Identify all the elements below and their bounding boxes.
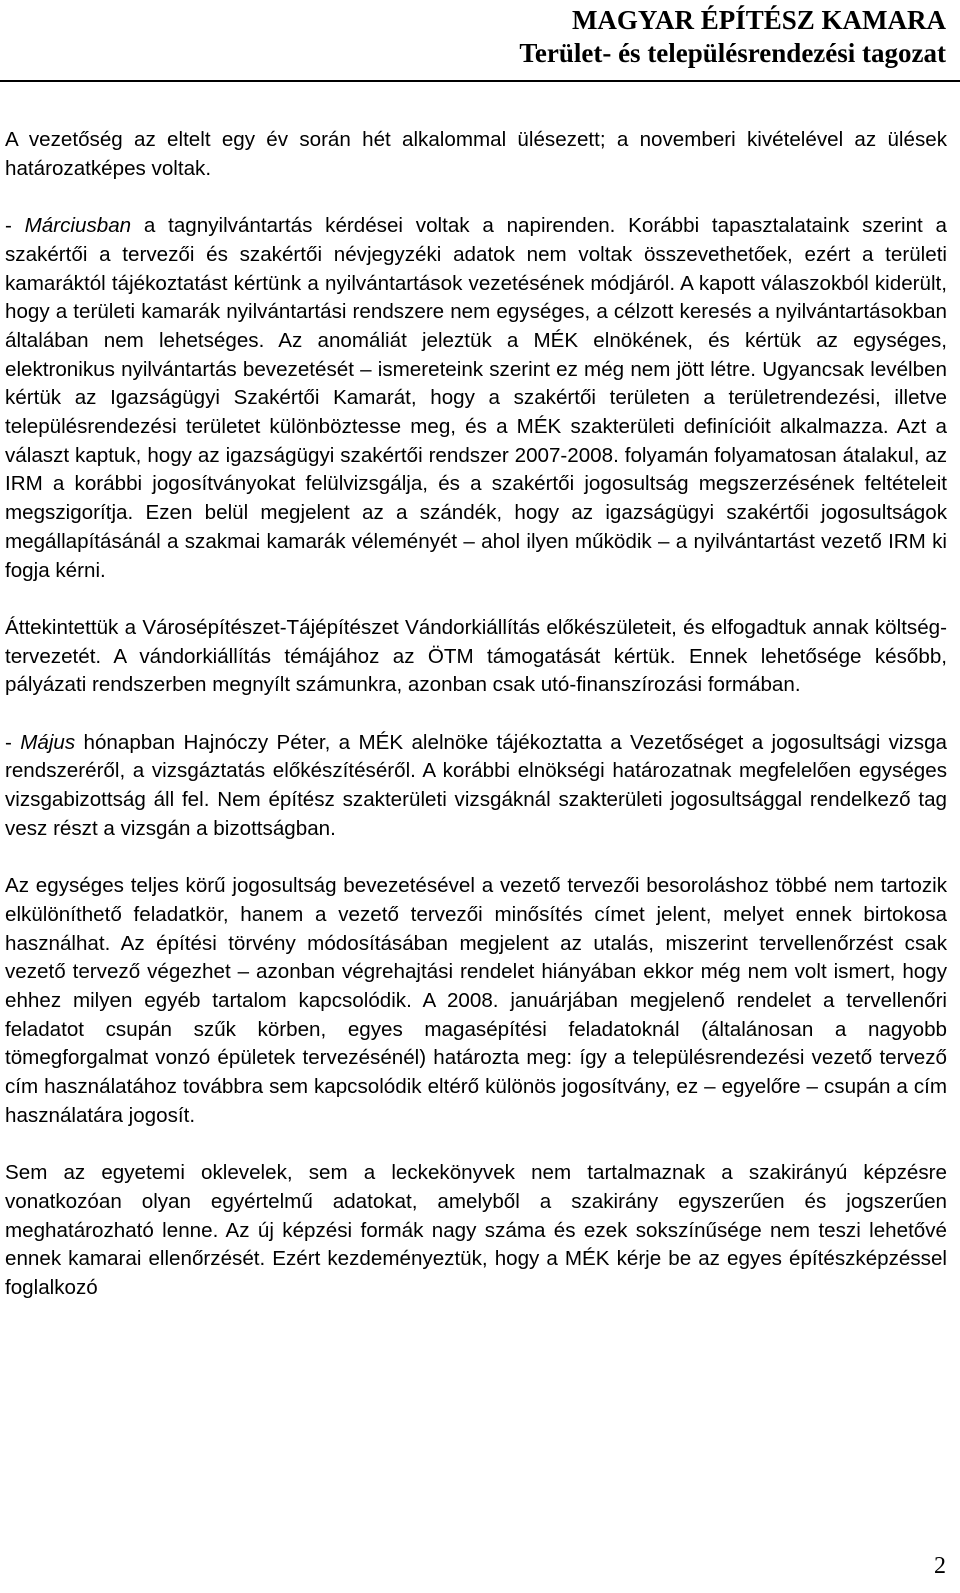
paragraph-may [5, 729, 947, 844]
paragraph-exhibition: Áttekintettük a Városépítészet-Tájépítészet Vándorkiállítás előkészületeit, és elfogadtuk annak költség-tervezetét. A vándorkiállítás témájához az ÖTM támogatását kértük. Ennek lehetősége később, pályázati rendszerben megnyílt számunkra, azonban csak utó-finanszírozási formában. [5, 615, 947, 697]
section-name: Terület- és településrendezési tagozat [519, 38, 946, 68]
month-label: Márciusban [24, 214, 132, 238]
paragraph-text: a tagnyilvántartás kérdései voltak a napirenden. Korábbi tapasztalataink szerint a szakértői a tervezői és szakértői névjegyzéki adatok nem voltak összevethetőek, ezért a területi kamaráktól tájékoztatást kértünk a nyilvántartások vezetésének módjáról. A kapott válaszokból kiderült, hogy a területi kamarák nyilvántartási rendszere nem egységes, a célzott keresés a nyilvántartásokban általában nem lehetséges. Az anomáliát jeleztük a MÉK elnökének, és kértük az egységes, elektronikus nyilvántartás bevezetését – ismereteink szerint ez még nem jött létre. Ugyancsak levélben kértük az Igazságügyi Szakértői Kamarát, hogy a szakértői területen a területrendezési, illetve településrendezési területet különböztesse meg, és a MÉK szakterületi definícióit alkalmazza. Azt a választ kaptuk, hogy az igazságügyi szakértői rendszer 2007-2008. folyamán folyamatosan átalakul, az IRM a korábbi jogosítványokat felülvizsgálja, és a szakértői jogosultság megszerzésének feltételeit megszigorítja. Ezen belül megjelent az a szándék, hogy az igazságügyi szakértői jogosultságok megállapításánál a szakmai kamarák véleményét – ahol ilyen működik – a nyilvántartást vezető IRM ki fogja kérni. [5, 214, 947, 582]
chamber-name: MAGYAR ÉPÍTÉSZ KAMARA [571, 5, 946, 35]
list-dash: - [5, 730, 21, 754]
document-header [519, 4, 946, 70]
page-number: 2 [934, 1553, 946, 1579]
month-label: Május [20, 730, 76, 754]
list-dash: - [5, 214, 25, 238]
paragraph-march [5, 212, 947, 585]
paragraph-diplomas: Sem az egyetemi oklevelek, sem a leckekönyvek nem tartalmaznak a szakirányú képzésre vonatkozóan olyan egyértelmű adatokat, amelyből a szakirány egyszerűen és jogszerűen meghatározható lenne. Az új képzési formák nagy száma és ezek sokszínűsége nem teszi lehetővé ennek kamarai ellenőrzését. Ezért kezdeményeztük, hogy a MÉK kérje be az egyes építészképzéssel foglalkozó [5, 1161, 947, 1300]
paragraph-sessions: A vezetőség az eltelt egy év során hét alkalommal ülésezett; a novemberi kivételével az ülések határozatképes voltak. [5, 128, 947, 180]
paragraph-text: hónapban Hajnóczy Péter, a MÉK alelnöke tájékoztatta a Vezetőséget a jogosultsági vizsga rendszeréről, a vizsgáztatás előkészítéséről. A korábbi elnökségi határozatnak megfelelően egységes vizsgabizottság áll fel. Nem építész szakterületi vizsgáknál szakterületi jogosultsággal rendelkező tag vesz részt a vizsgán a bizottságban. [5, 730, 947, 840]
document-body [5, 126, 947, 1303]
paragraph-lead-designer: Az egységes teljes körű jogosultság bevezetésével a vezető tervezői besoroláshoz többé nem tartozik elkülöníthető feladatkör, hanem a vezető tervezői minősítés címet jelent, melyet ennek birtokosa használhat. Az építési törvény módosításában megjelent az utalás, miszerint tervellenőrzést csak vezető tervező végezhet – azonban végrehajtási rendelet hiányában ekkor még nem volt ismert, hogy ehhez milyen egyéb tartalom kapcsolódik. A 2008. januárjában megjelenő rendelet a tervellenőri feladatot csupán szűk körben, egyes magasépítési feladatoknál (általánosan a nagyobb tömegforgalmat vonzó épületek tervezésénél) határozta meg: így a településrendezési vezető tervező cím használatához továbbra sem kapcsolódik eltérő különös jogosítvány, ez – egyelőre – csupán a cím használatára jogosít. [5, 874, 947, 1127]
header-divider [0, 80, 960, 82]
